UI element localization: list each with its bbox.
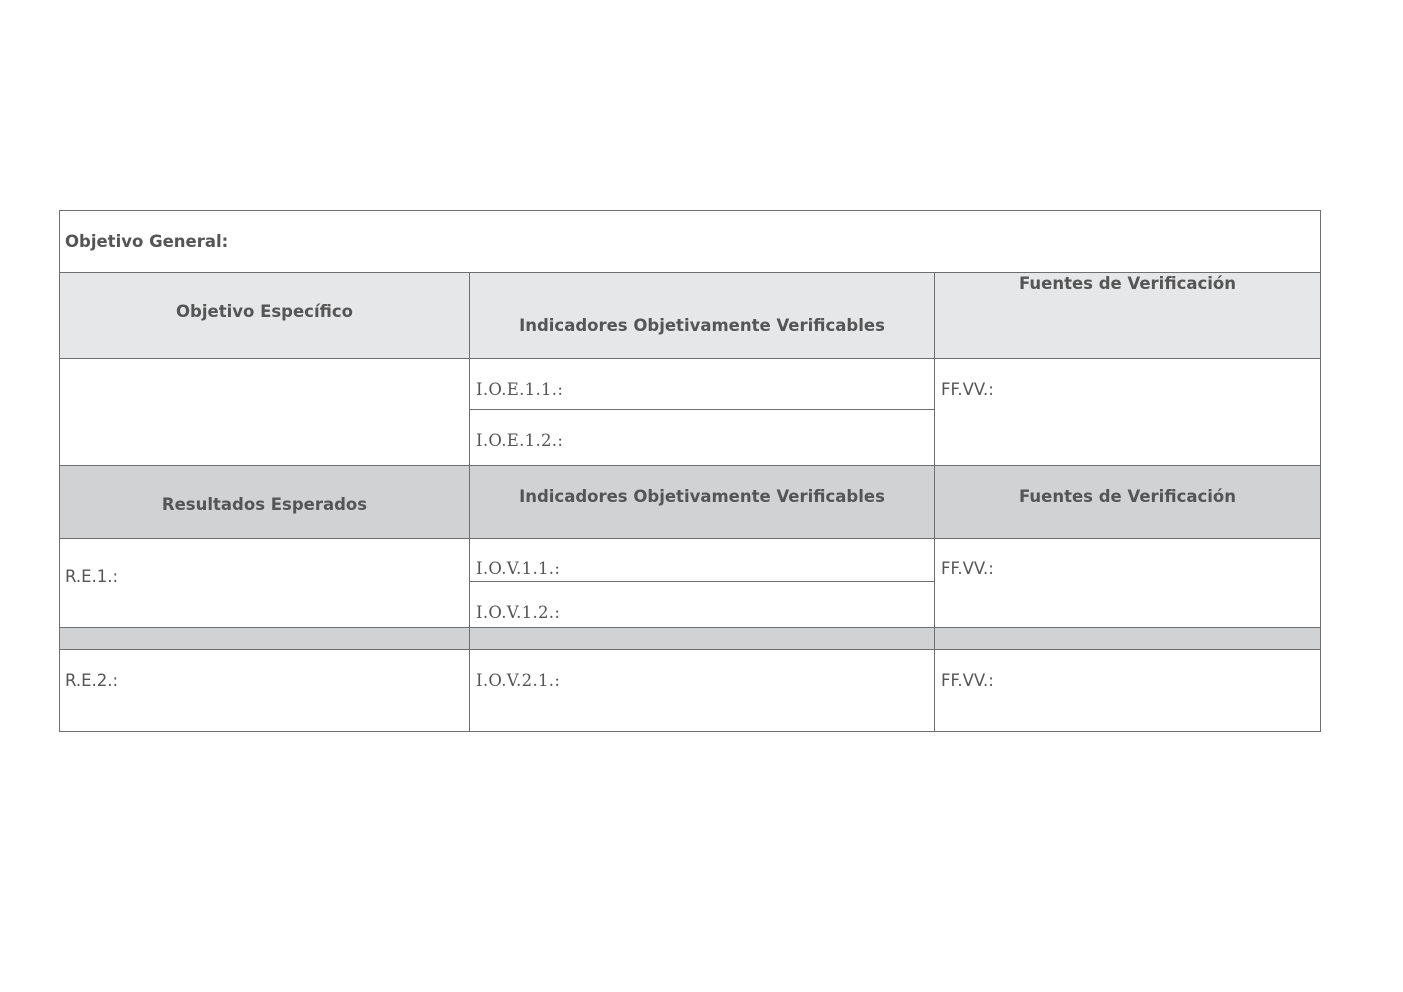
header-fuentes-objetivo: Fuentes de Verificación bbox=[1018, 274, 1237, 293]
separator-band bbox=[60, 628, 1320, 650]
header-indicadores-objetivo: Indicadores Objetivamente Verificables bbox=[519, 316, 885, 335]
indicator-ioe-1-1: I.O.E.1.1.: bbox=[476, 380, 564, 399]
objetivo-general-label: Objetivo General: bbox=[65, 232, 229, 251]
row-divider-separator-top bbox=[59, 627, 1321, 628]
row-divider-general bbox=[59, 272, 1321, 273]
row-divider-objetivo-header bbox=[59, 358, 1321, 359]
row-divider-resultados-header-top bbox=[59, 465, 1321, 466]
header-fuentes-resultados: Fuentes de Verificación bbox=[1018, 487, 1237, 506]
row-divider-separator-bottom bbox=[59, 649, 1321, 650]
header-resultados-esperados: Resultados Esperados bbox=[161, 495, 368, 514]
indicator-iov-1-1: I.O.V.1.1.: bbox=[476, 559, 561, 578]
result-re-2: R.E.2.: bbox=[65, 671, 119, 690]
source-ffvv-objetivo: FF.VV.: bbox=[941, 380, 994, 399]
indicator-iov-1-2: I.O.V.1.2.: bbox=[476, 603, 561, 622]
indicator-iov-2-1: I.O.V.2.1.: bbox=[476, 671, 561, 690]
header-objetivo-especifico: Objetivo Específico bbox=[176, 302, 353, 321]
result-re-1: R.E.1.: bbox=[65, 567, 119, 586]
row-divider-ioe bbox=[470, 409, 935, 410]
indicator-ioe-1-2: I.O.E.1.2.: bbox=[476, 431, 564, 450]
source-ffvv-re-2: FF.VV.: bbox=[941, 671, 994, 690]
row-divider-resultados-header-bottom bbox=[59, 538, 1321, 539]
header-indicadores-resultados: Indicadores Objetivamente Verificables bbox=[519, 487, 885, 506]
row-divider-iov bbox=[470, 581, 935, 582]
source-ffvv-re-1: FF.VV.: bbox=[941, 559, 994, 578]
